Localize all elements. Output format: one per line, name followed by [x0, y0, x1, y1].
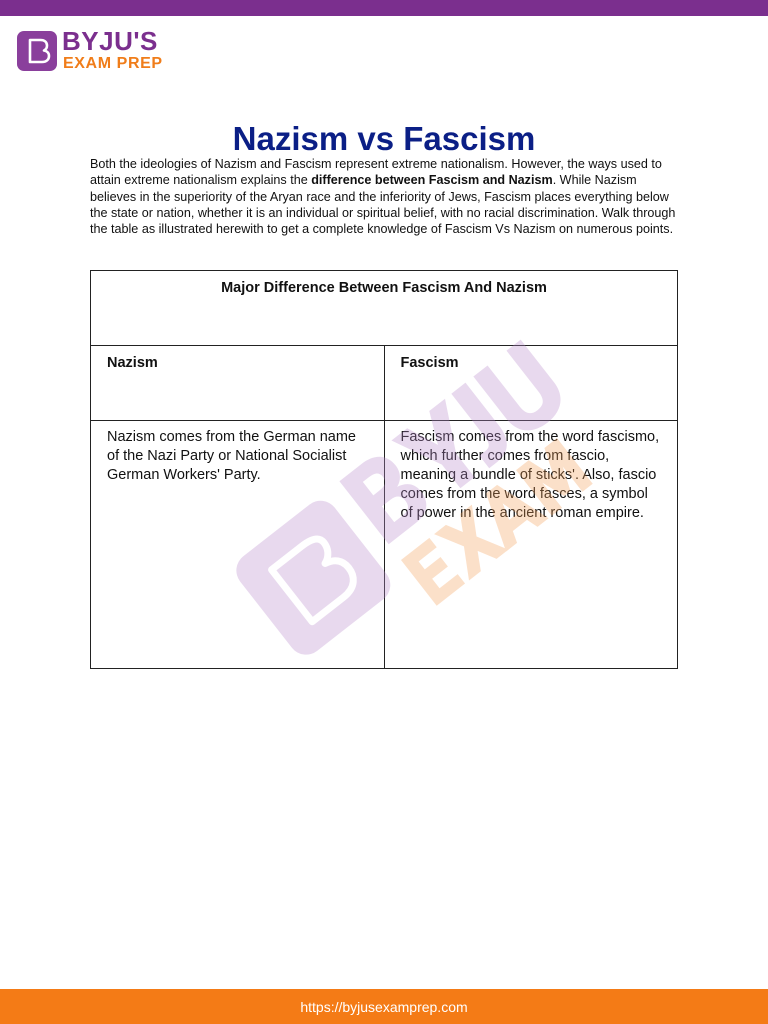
intro-paragraph — [90, 156, 680, 237]
page-title: Nazism vs Fascism — [232, 120, 536, 158]
byjus-b-logo-icon — [17, 31, 57, 71]
footer-url-link[interactable]: https://byjusexamprep.com — [300, 999, 468, 1015]
column-header-nazism: Nazism — [91, 346, 385, 421]
table-row — [91, 421, 678, 669]
comparison-table — [90, 270, 678, 669]
table-cell-nazism: Nazism comes from the German name of the Nazi Party or National Socialist German Workers' Party. — [91, 421, 385, 669]
column-header-fascism: Fascism — [384, 346, 678, 421]
table-header-row — [91, 346, 678, 421]
intro-text-part2: . While Nazism believes in the superiority of the Aryan race and the inferiority of Jews, Fascism places everything below the state or nation, whether it is an individual or spiritual belief, with no racial discrimination. Walk through the table as illustrated herewith to get a complete knowledge of Fascism Vs Nazism on numerous points. — [90, 173, 676, 237]
intro-bold-phrase: difference between Fascism and Nazism — [311, 173, 553, 188]
table-cell-fascism: Fascism comes from the word fascismo, which further comes from fascio, meaning a bundle of sticks'. Also, fascio comes from the word fasces, a symbol of power in the ancient roman empire. — [384, 421, 678, 669]
table-caption: Major Difference Between Fascism And Nazism — [91, 271, 678, 346]
logo-subbrand-text: EXAM PREP — [63, 55, 163, 72]
logo-brand-text: BYJU'S — [62, 26, 158, 56]
top-accent-bar — [0, 0, 768, 16]
byjus-logo[interactable] — [17, 28, 167, 76]
footer-bar — [0, 989, 768, 1024]
intro-text-part1: Both the ideologies of Nazism and Fascism represent extreme nationalism. However, the ways used to attain extreme nationalism explains the — [90, 157, 662, 188]
